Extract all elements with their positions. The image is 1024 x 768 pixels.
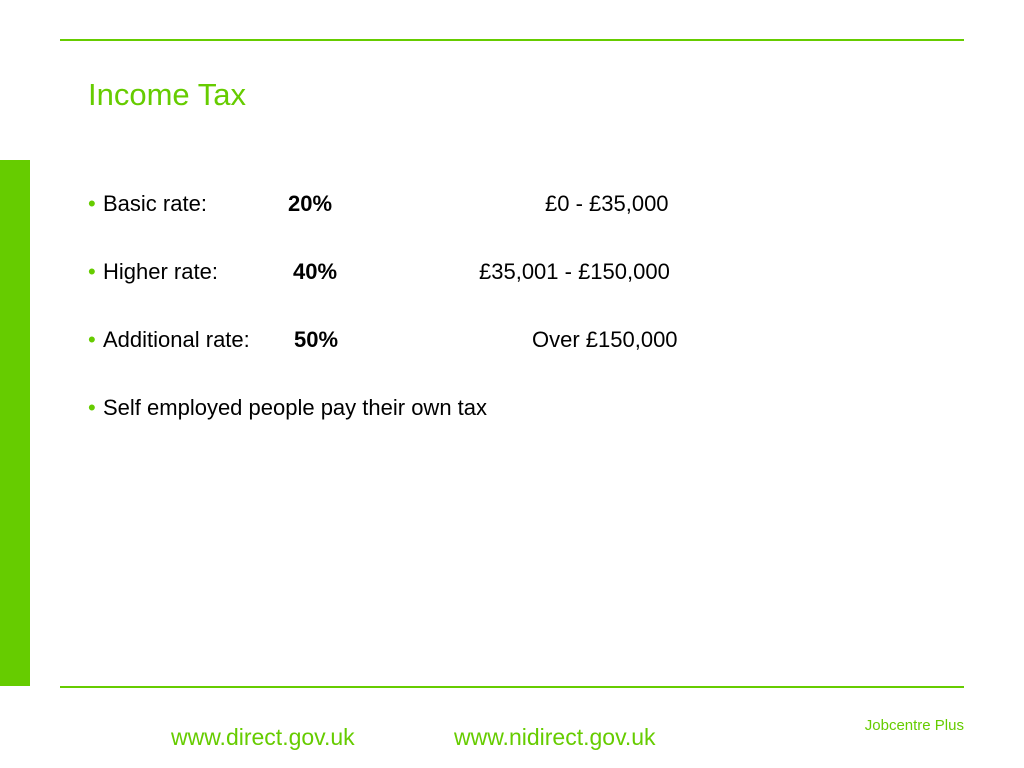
link-direct-gov[interactable]: www.direct.gov.uk (171, 724, 355, 750)
slide-title: Income Tax (88, 77, 246, 112)
tax-band-higher (88, 257, 728, 287)
link-nidirect-gov[interactable]: www.nidirect.gov.uk (454, 724, 656, 750)
band-rate: 50% (294, 327, 339, 352)
band-range: Over £150,000 (532, 327, 678, 352)
band-range: £0 - £35,000 (545, 191, 669, 216)
bullet-icon: • (88, 191, 96, 216)
self-employed-note (88, 393, 728, 423)
band-rate: 40% (293, 259, 338, 284)
note-text: Self employed people pay their own tax (103, 395, 488, 420)
tax-band-additional (88, 325, 728, 355)
band-label: Additional rate: (103, 327, 250, 352)
bullet-icon: • (88, 259, 96, 284)
band-label: Higher rate: (103, 259, 218, 284)
side-accent-bar (0, 160, 30, 686)
top-divider (60, 39, 964, 41)
brand-logo-text: Jobcentre Plus (864, 717, 964, 734)
band-rate: 20% (288, 191, 333, 216)
band-range: £35,001 - £150,000 (479, 259, 670, 284)
bullet-icon: • (88, 327, 96, 352)
tax-band-basic (88, 189, 728, 219)
bullet-icon: • (88, 395, 96, 420)
band-label: Basic rate: (103, 191, 207, 216)
bottom-divider (60, 686, 964, 688)
